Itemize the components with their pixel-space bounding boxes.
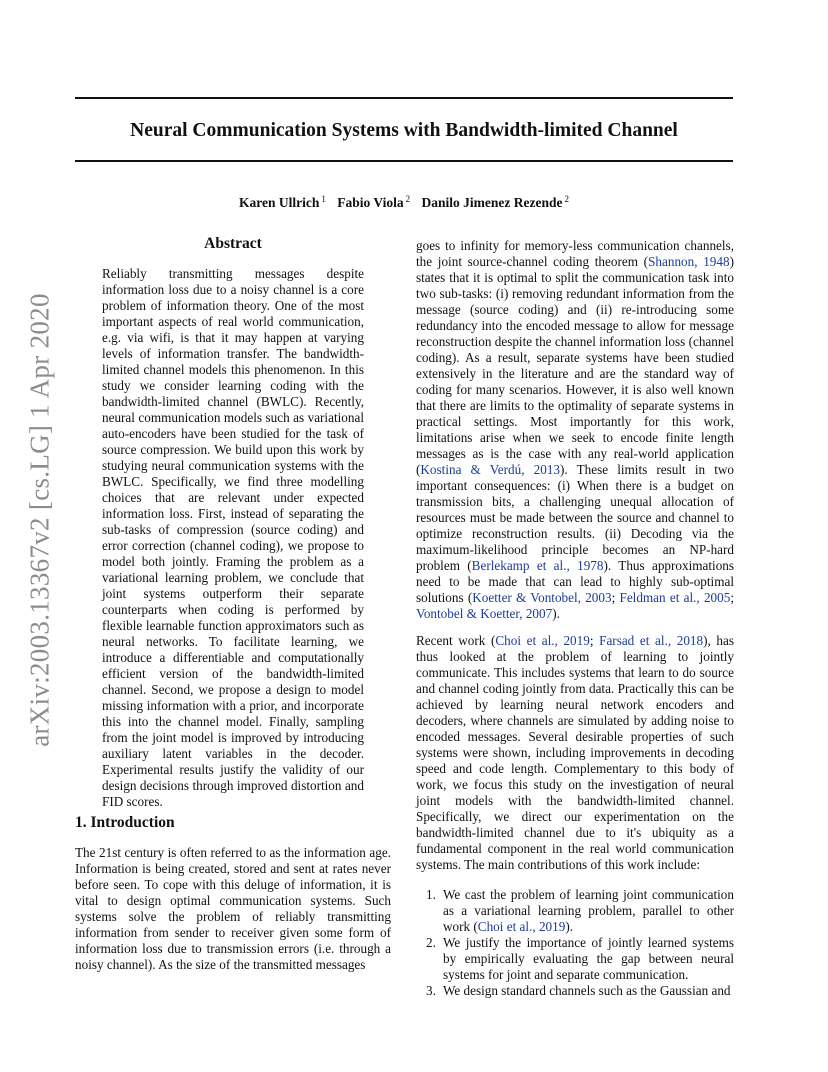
- text-run: ).: [552, 606, 560, 621]
- author-affiliation: 2: [564, 194, 569, 204]
- text-run: ) states that it is optimal to split the communication task into two sub-tasks: (i) removing redundant information from the message (source coding) and (ii) re-introducing some redundancy into the encoded message to allow for message reconstruction despite the channel information loss (channel coding). As a result, separate systems have been studied extensively in the literature and are the standard way of coding for many scenarios. However, it is also well known that there are limits to the optimality of separate systems in practical settings. Most importantly for this work, limitations arise when we seek to encode finite length messages as is the case with any real-world application (: [416, 254, 734, 477]
- contribution-item: [416, 935, 734, 983]
- citation-link[interactable]: Berlekamp et al., 1978: [471, 558, 604, 573]
- author-3: [422, 195, 569, 210]
- list-number: 3.: [426, 983, 436, 998]
- title-bottom-rule: [75, 160, 733, 162]
- citation-link[interactable]: Farsad et al., 2018: [599, 633, 704, 648]
- text-run: ). Thus approximations need to be made that can lead to highly sub-optimal solutions (: [416, 558, 735, 605]
- abstract-text: Reliably transmitting messages despite information loss due to a noisy channel is a core problem of information theory. One of the most important aspects of real world communication, e.g. via wifi, is that it may happen at varying levels of information transfer. The bandwidth-limited channel models this phenomenon. In this study we consider learning coding with the bandwidth-limited channel (BWLC). Recently, neural communication models such as variational auto-encoders have been studied for the task of source compression. We build upon this work by studying neural communication systems with the BWLC. Specifically, we find three modelling choices that are relevant under expected information loss. First, instead of separating the sub-tasks of compression (source coding) and error correction (channel coding), we propose to model both jointly. Framing the problem as a variational learning problem, we conclude that joint systems outperform their separate counterparts when coding is performed by flexible learnable function approximators such as neural networks. To facilitate learning, we introduce a differentiable and computationally efficient version of the bandwidth-limited channel. Second, we propose a design to model missing information with a prior, and incorporate this into the channel model. Finally, sampling from the joint model is improved by introducing auxiliary latent variables in the decoder. Experimental results justify the validity of our design decisions through improved distortion and FID scores.: [102, 266, 364, 810]
- title-top-rule: [75, 97, 733, 99]
- author-affiliation: 2: [405, 194, 411, 204]
- arxiv-identifier-stamp: arXiv:2003.13367v2 [cs.LG] 1 Apr 2020: [24, 293, 55, 747]
- author-affiliation: 1: [321, 194, 326, 204]
- contribution-item: [416, 887, 734, 935]
- citation-link[interactable]: Kostina & Verdú, 2013: [420, 462, 561, 477]
- text-run: ). These limits result in two important consequences: (i) When there is a budget on transmission bits, a challenging unequal allocation of resources must be made between the source and channel to optimize reconstruction results. (ii) Decoding via the maximum-likelihood principle becomes an NP-hard problem (: [416, 462, 734, 573]
- introduction-paragraph: The 21st century is often referred to as the information age. Information is being created, stored and sent at rates never before seen. To cope with this deluge of information, it is vital to design optimal communication systems. Such systems solve the problem of reliably transmitting information from sender to receiver given some form of information loss due to transmission errors (i.e. through a noisy channel). As the size of the transmitted messages: [75, 845, 391, 973]
- citation-link[interactable]: Vontobel & Koetter, 2007: [416, 606, 553, 621]
- list-number: 1.: [426, 887, 436, 902]
- right-column: [416, 238, 734, 999]
- text-run: We justify the importance of jointly learned systems by empirically evaluating the gap between neural systems for joint and separate communication.: [443, 935, 734, 982]
- paper-title: Neural Communication Systems with Bandwidth-limited Channel: [130, 120, 678, 141]
- text-run: ;: [730, 590, 735, 605]
- list-number: 2.: [426, 935, 436, 950]
- introduction-section: [75, 814, 391, 986]
- text-run: ;: [611, 590, 620, 605]
- citation-link[interactable]: Choi et al., 2019: [477, 919, 566, 934]
- right-paragraph-2: [416, 633, 734, 873]
- right-paragraph-1: [416, 238, 734, 622]
- text-run: We cast the problem of learning joint communication as a variational learning problem, parallel to other work (: [443, 887, 734, 934]
- text-run: Recent work (: [416, 633, 496, 648]
- citation-link[interactable]: Shannon, 1948: [648, 254, 730, 269]
- text-run: goes to infinity for memory-less communication channels, the joint source-channel coding theorem (: [416, 238, 734, 269]
- text-run: We design standard channels such as the Gaussian and: [443, 983, 731, 998]
- abstract-heading: Abstract: [204, 235, 262, 252]
- text-run: ), has thus looked at the problem of learning to jointly communicate. This includes systems that learn to do source and channel coding jointly from data. Practically this can be achieved by learning neural network encoders and decoders, where channels are simulated by adding noise to encoded messages. Several desirable properties of such systems were shown, including improvements in decoding speed and code length. Complementary to this body of work, we focus this study on the investigation of neural joint models with the bandwidth-limited channel. Specifically, we direct our experimentation on the bandwidth-limited channel due to it's ubiquity as a fundamental component in the real world communication systems. The main contributions of this work include:: [416, 633, 734, 872]
- citation-link[interactable]: Feldman et al., 2005: [619, 590, 731, 605]
- contribution-item: [416, 983, 734, 999]
- author-name: Fabio Viola: [337, 195, 404, 210]
- contributions-list: [416, 887, 734, 999]
- author-name: Karen Ullrich: [239, 195, 320, 210]
- author-2: [337, 195, 410, 210]
- author-name: Danilo Jimenez Rezende: [421, 195, 563, 210]
- author-list: [75, 190, 733, 212]
- author-1: [239, 195, 326, 210]
- text-run: ;: [589, 633, 600, 648]
- citation-link[interactable]: Choi et al., 2019: [495, 633, 590, 648]
- text-run: ).: [565, 919, 574, 934]
- introduction-heading: 1. Introduction: [75, 814, 175, 831]
- abstract-section: [102, 235, 364, 823]
- citation-link[interactable]: Koetter & Vontobel, 2003: [472, 590, 612, 605]
